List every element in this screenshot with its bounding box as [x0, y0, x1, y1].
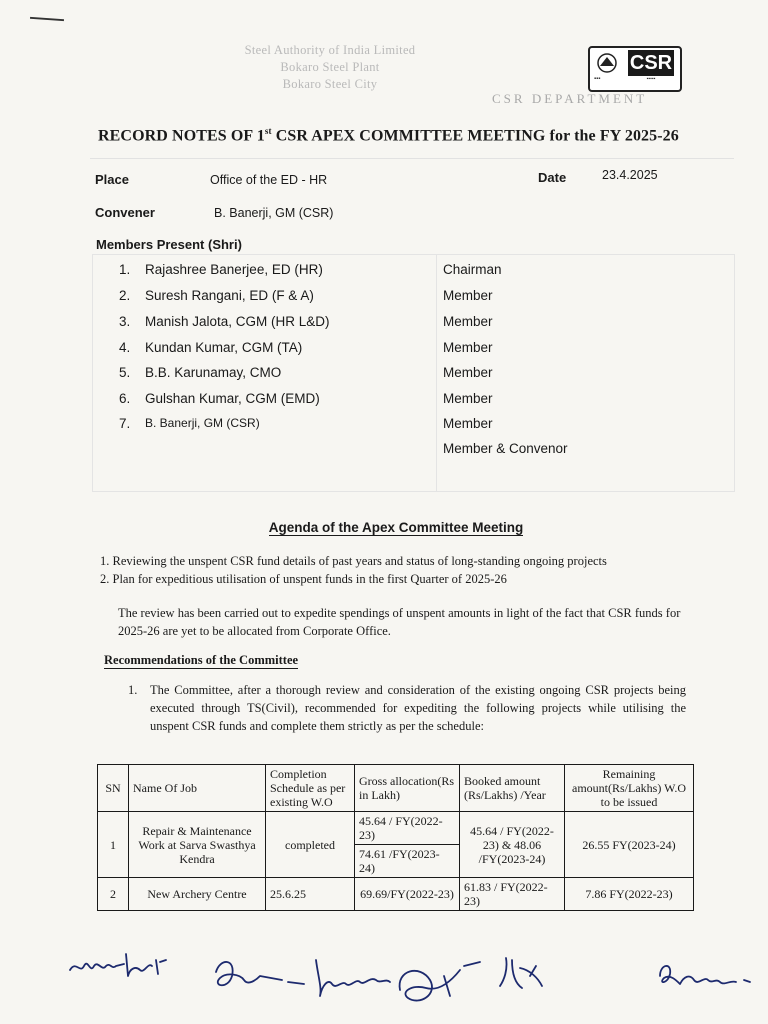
logo-csr-text: CSR	[629, 52, 673, 74]
csr-logo	[588, 46, 682, 92]
member-role: Member	[443, 416, 493, 431]
date-value: 23.4.2025	[602, 168, 658, 182]
header-remaining: Remaining amount(Rs/Lakhs) W.O to be issued	[565, 765, 694, 812]
header-gross: Gross allocation(Rs in Lakh)	[355, 765, 460, 812]
member-row	[93, 391, 733, 415]
member-row	[93, 288, 733, 312]
signature-5	[500, 958, 542, 988]
cell-job: Repair & Maintenance Work at Sarva Swasthya Kendra	[129, 812, 266, 878]
member-number: 6.	[119, 391, 131, 406]
member-role: Member	[443, 365, 493, 380]
cell-booked: 61.83 / FY(2022-23)	[460, 878, 565, 911]
member-name: B.B. Karunamay, CMO	[145, 365, 282, 380]
member-number: 1.	[119, 262, 131, 277]
cell-gross: 69.69/FY(2022-23)	[355, 878, 460, 911]
member-row	[93, 314, 733, 338]
convener-label: Convener	[95, 205, 155, 220]
member-name: B. Banerji, GM (CSR)	[145, 416, 260, 430]
member-row	[93, 262, 733, 286]
convener-value: B. Banerji, GM (CSR)	[214, 206, 334, 220]
header-completion: Completion Schedule as per existing W.O	[266, 765, 355, 812]
cell-booked: 45.64 / FY(2022-23) & 48.06 /FY(2023-24)	[460, 812, 565, 878]
cell-gross	[355, 812, 460, 878]
signature-3	[316, 960, 390, 996]
signature-1	[70, 954, 166, 976]
sail-emblem-icon	[596, 52, 618, 74]
title-superscript: st	[264, 126, 272, 136]
member-name: Rajashree Banerjee, ED (HR)	[145, 262, 323, 277]
cell-completion: 25.6.25	[266, 878, 355, 911]
title-suffix: CSR APEX COMMITTEE MEETING for the FY 2025-26	[271, 127, 679, 145]
cell-completion: completed	[266, 812, 355, 878]
cell-gross-2023: 74.61 /FY(2023-24)	[359, 847, 440, 875]
member-role: Member	[443, 391, 493, 406]
members-heading: Members Present (Shri)	[96, 237, 242, 252]
org-name: Steel Authority of India Limited	[244, 43, 416, 57]
member-number: 3.	[119, 314, 131, 329]
plant-name: Bokaro Steel Plant	[280, 60, 380, 74]
recommendation-number: 1.	[128, 683, 138, 697]
member-number: 7.	[119, 416, 131, 431]
header-sn: SN	[98, 765, 129, 812]
page-title	[98, 126, 679, 145]
signature-6	[660, 966, 750, 984]
member-name: Suresh Rangani, ED (F & A)	[145, 288, 314, 303]
city-name: Bokaro Steel City	[282, 77, 378, 91]
member-role: Chairman	[443, 262, 502, 277]
member-number: 5.	[119, 365, 131, 380]
cell-remaining: 7.86 FY(2022-23)	[565, 878, 694, 911]
member-role: Member	[443, 288, 493, 303]
table-row	[98, 812, 694, 878]
agenda-heading	[0, 520, 768, 535]
member-row	[93, 416, 733, 440]
member-row	[93, 365, 733, 389]
cell-remaining: 26.55 FY(2023-24)	[565, 812, 694, 878]
signature-2	[216, 962, 304, 985]
member-role-convenor: Member & Convenor	[443, 441, 568, 456]
header-job: Name Of Job	[129, 765, 266, 812]
cell-job: New Archery Centre	[129, 878, 266, 911]
corner-pen-mark	[30, 17, 64, 21]
table-header-row	[98, 765, 694, 812]
members-table	[92, 254, 735, 492]
cell-sn: 2	[98, 878, 129, 911]
table-row	[98, 878, 694, 911]
member-row	[93, 340, 733, 364]
header-booked: Booked amount (Rs/Lakhs) /Year	[460, 765, 565, 812]
agenda-item: 1. Reviewing the unspent CSR fund details of past years and status of long-standing ongoing projects	[100, 554, 607, 568]
recommendation-text: The Committee, after a thorough review and consideration of the existing ongoing CSR projects being executed through TS(Civil), recommended for expediting the following projects while utilising the unspent CSR funds and complete them strictly as per the schedule:	[150, 683, 686, 733]
member-name: Gulshan Kumar, CGM (EMD)	[145, 391, 320, 406]
member-number: 4.	[119, 340, 131, 355]
signature-4	[400, 962, 480, 1001]
logo-small-mark: ▪▪▪	[594, 76, 601, 82]
place-label: Place	[95, 172, 129, 187]
agenda-heading-text: Agenda of the Apex Committee Meeting	[268, 520, 524, 535]
member-number: 2.	[119, 288, 131, 303]
place-value: Office of the ED - HR	[210, 173, 328, 187]
title-prefix: RECORD NOTES OF 1	[98, 127, 265, 145]
cell-gross-2022: 45.64 / FY(2022-23)	[355, 812, 459, 845]
projects-table	[97, 764, 694, 911]
cell-sn: 1	[98, 812, 129, 878]
date-label: Date	[538, 170, 567, 185]
agenda-item: 2. Plan for expeditious utilisation of unspent funds in the first Quarter of 2025-26	[100, 572, 507, 586]
member-row-extra	[93, 441, 733, 465]
member-name: Kundan Kumar, CGM (TA)	[145, 340, 303, 355]
member-role: Member	[443, 340, 493, 355]
member-role: Member	[443, 314, 493, 329]
signatures	[60, 940, 768, 1024]
recommendations-heading: Recommendations of the Committee	[104, 653, 299, 667]
member-name: Manish Jalota, CGM (HR L&D)	[145, 314, 330, 329]
agenda-list	[100, 552, 607, 588]
review-paragraph: The review has been carried out to expedite spendings of unspent amounts in light of the fact that CSR funds for 2025-26 are yet to be allocated from Corporate Office.	[118, 606, 681, 638]
letterhead	[200, 42, 460, 93]
department-name: CSR DEPARTMENT	[492, 91, 648, 106]
logo-tagline-mark: ▪▪▪▪▪	[646, 77, 656, 82]
